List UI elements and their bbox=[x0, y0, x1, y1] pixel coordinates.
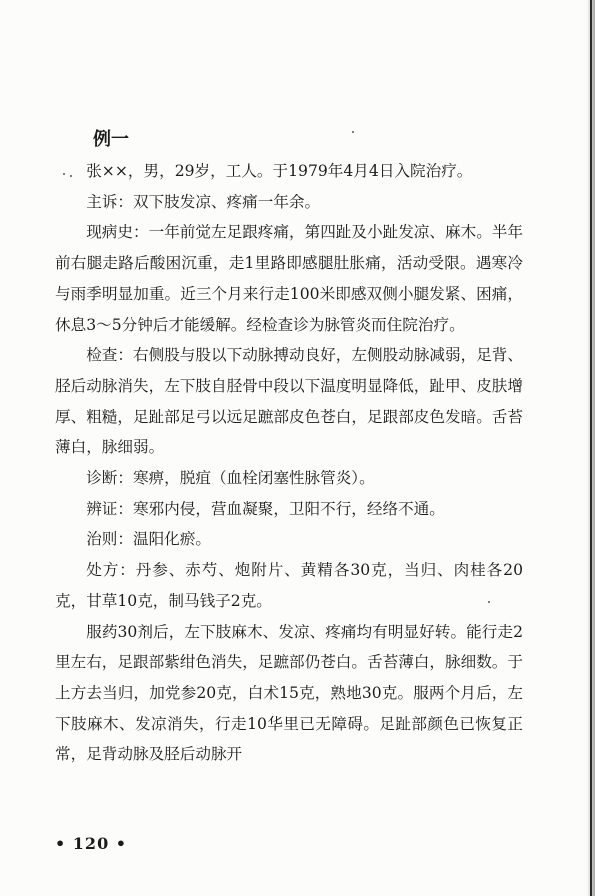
case-heading: 例一 bbox=[93, 129, 129, 150]
treatment-principle-paragraph: 治则：温阳化瘀。 bbox=[86, 530, 211, 549]
document-body bbox=[55, 128, 523, 770]
examination-paragraph: 检查：右侧股与股以下动脉搏动良好，左侧股动脉减弱，足背、胫后动脉消失，左下肢自胫骨中段以下温度明显降低，趾甲、皮肤增厚、粗糙，足趾部足弓以远足蹠部皮色苍白，足跟部皮色发暗。舌苔薄白，脉细弱。 bbox=[55, 346, 523, 457]
page-number: • 120 • bbox=[55, 834, 127, 853]
syndrome-differentiation-paragraph: 辨证：寒邪内侵，营血凝聚，卫阳不行，经络不通。 bbox=[86, 499, 445, 518]
diagnosis-paragraph: 诊断：寒痹，脱疽（血栓闭塞性脉管炎）。 bbox=[86, 469, 375, 488]
present-illness-paragraph: 现病史：一年前觉左足跟疼痛，第四趾及小趾发凉、麻木。半年前右腿走路后酸困沉重，走1里路即感腿肚胀痛，活动受限。遇寒冷与雨季明显加重。近三个月来行走100米即感双侧小腿发紧、困痛，休息3～5分钟后才能缓解。经检查诊为脉管炎而住院治疗。 bbox=[55, 223, 523, 334]
patient-info-paragraph: 张××，男，29岁，工人。于1979年4月4日入院治疗。 bbox=[86, 162, 473, 180]
page-edge-line bbox=[590, 0, 592, 896]
prescription-paragraph: 处方：丹参、赤芍、炮附片、黄精各30克，当归、肉桂各20克，甘草10克，制马钱子2克。 bbox=[55, 561, 523, 610]
treatment-course-paragraph: 服药30剂后，左下肢麻木、发凉、疼痛均有明显好转。能行走2里左右，足跟部紫绀色消失，足蹠部仍苍白。舌苔薄白，脉细数。于上方去当归，加党参20克，白术15克，熟地30克。服两个月后，左下肢麻木、发凉消失，行走10华里已无障碍。足趾部颜色已恢复正常，足背动脉及胫后动脉开 bbox=[55, 622, 523, 764]
chief-complaint-paragraph: 主诉：双下肢发凉、疼痛一年余。 bbox=[86, 192, 321, 211]
